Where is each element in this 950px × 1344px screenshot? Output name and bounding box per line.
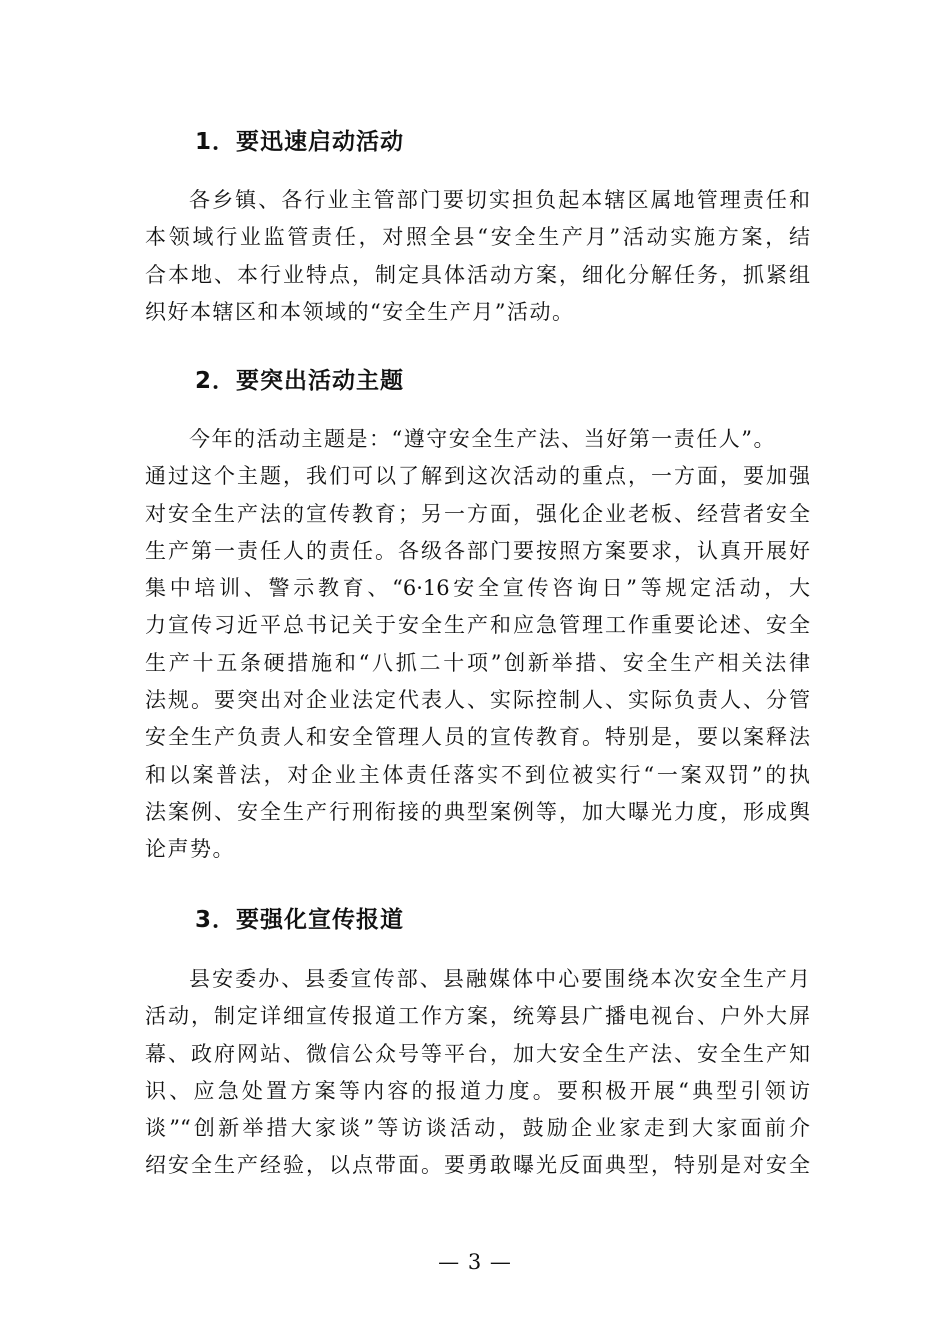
paragraph-line: 论声势。 — [145, 837, 235, 862]
paragraph-line: 活动，制定详细宣传报道工作方案，统筹县广播电视台、户外大屏 — [145, 1004, 810, 1029]
paragraph-line: 法案例、安全生产行刑衔接的典型案例等，加大曝光力度，形成舆 — [145, 799, 810, 824]
section-3-heading: 3．要强化宣传报道 — [195, 907, 405, 933]
section-2-paragraph — [145, 421, 810, 869]
paragraph-line: 织好本辖区和本领域的“安全生产月”活动。 — [145, 299, 575, 324]
paragraph-line: 安全生产负责人和安全管理人员的宣传教育。特别是，要以案释法 — [145, 725, 810, 750]
paragraph-line: 各乡镇、各行业主管部门要切实担负起本辖区属地管理责任和 — [189, 188, 810, 212]
paragraph-line: 生产第一责任人的责任。各级各部门要按照方案要求，认真开展好 — [145, 538, 810, 563]
paragraph-line: 今年的活动主题是：“遵守安全生产法、当好第一责任人”。 — [189, 427, 776, 451]
paragraph-line: 绍安全生产经验，以点带面。要勇敢曝光反面典型，特别是对安全 — [145, 1153, 810, 1178]
paragraph-line: 识、应急处置方案等内容的报道力度。要积极开展“典型引领访 — [145, 1078, 810, 1103]
paragraph-line: 对安全生产法的宣传教育；另一方面，强化企业老板、经营者安全 — [145, 501, 810, 526]
page-number: — 3 — — [438, 1250, 512, 1274]
paragraph-line: 幕、政府网站、微信公众号等平台，加大安全生产法、安全生产知 — [145, 1041, 810, 1066]
paragraph-line: 法规。要突出对企业法定代表人、实际控制人、实际负责人、分管 — [145, 688, 810, 713]
section-3-paragraph — [145, 961, 810, 1185]
paragraph-line: 生产十五条硬措施和“八抓二十项”创新举措、安全生产相关法律 — [145, 650, 810, 675]
paragraph-line: 合本地、本行业特点，制定具体活动方案，细化分解任务，抓紧组 — [145, 262, 810, 287]
paragraph-line: 通过这个主题，我们可以了解到这次活动的重点，一方面，要加强 — [145, 464, 810, 489]
paragraph-line: 县安委办、县委宣传部、县融媒体中心要围绕本次安全生产月 — [189, 967, 810, 991]
paragraph-line: 谈”“创新举措大家谈”等访谈活动，鼓励企业家走到大家面前介 — [145, 1116, 810, 1141]
section-1-paragraph — [145, 182, 810, 331]
section-2-heading: 2．要突出活动主题 — [195, 368, 405, 394]
paragraph-line: 力宣传习近平总书记关于安全生产和应急管理工作重要论述、安全 — [145, 613, 810, 638]
section-1-heading: 1．要迅速启动活动 — [195, 129, 405, 155]
paragraph-line: 集中培训、警示教育、“6·16安全宣传咨询日”等规定活动，大 — [145, 576, 810, 601]
paragraph-line: 和以案普法，对企业主体责任落实不到位被实行“一案双罚”的执 — [145, 762, 810, 787]
paragraph-line: 本领域行业监管责任，对照全县“安全生产月”活动实施方案，结 — [145, 225, 810, 250]
